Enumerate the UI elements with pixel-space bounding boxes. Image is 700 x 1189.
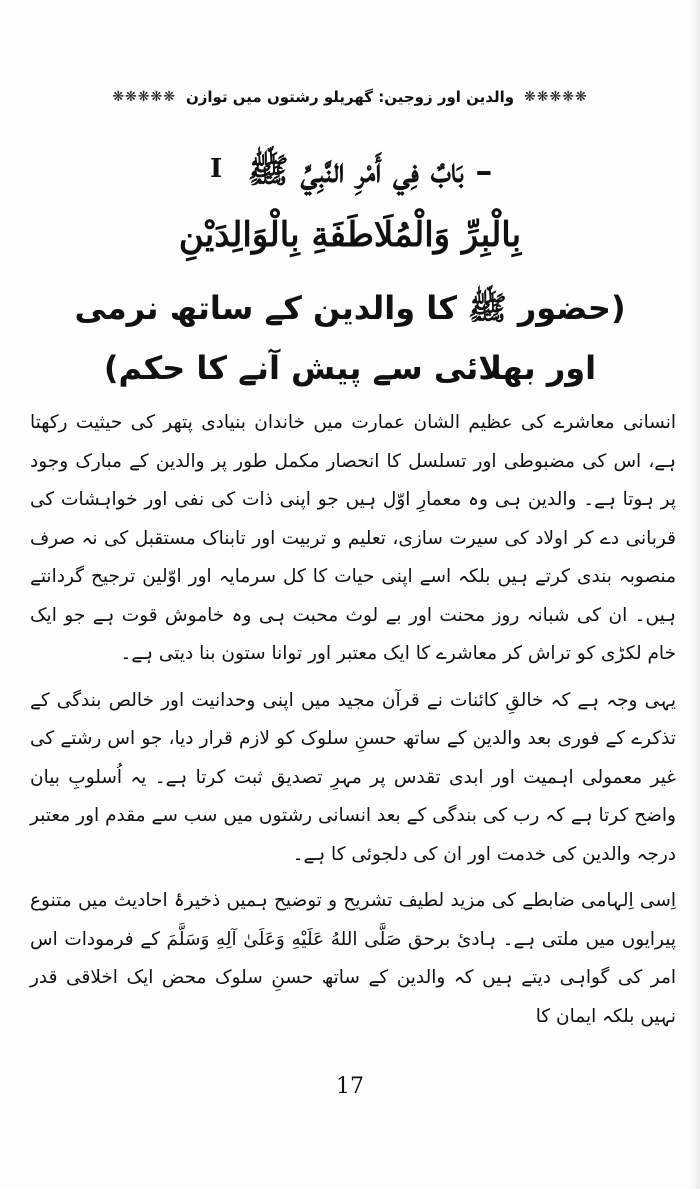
header-ornament-right: ❋❋❋❋❋	[112, 89, 176, 105]
body-text	[30, 404, 676, 1044]
chapter-urdu-title-line-1: (حضور ﷺ کا والدین کے ساتھ نرمی	[74, 289, 626, 327]
page-number: 17	[336, 1074, 364, 1099]
chapter-heading	[30, 140, 670, 398]
chapter-heading-line-1	[30, 140, 670, 202]
running-header-title: والدین اور زوجین: گھریلو رشتوں میں توازن	[185, 88, 515, 106]
chapter-arabic-title-line-1: – بَابٌ فِي أَمْرِ النَّبِيِّ ﷺ	[247, 151, 493, 191]
header-ornament-left: ❋❋❋❋❋	[524, 89, 588, 105]
body-paragraph-1: انسانی معاشرے کی عظیم الشان عمارت میں خاندان بنیادی پتھر کی حیثیت رکھتا ہے، اس کی مضبوطی اور تسلسل کا انحصار مکمل طور پر والدین کے مبارک وجود پر ہوتا ہے۔ والدین ہی وہ معمارِ اوّل ہیں جو اپنی ذات کی نفی اور خواہشات کی قربانی دے کر اولاد کی سیرت سازی، تعلیم و تربیت اور تابناک مستقبل کی نہ صرف منصوبہ بندی کرتے ہیں بلکہ اسے اپنی حیات کا کل سرمایہ اور اوّلین ترجیح گردانتے ہیں۔ ان کی شبانہ روز محنت اور بے لوث محبت ہی وہ خاموش قوت ہے جو ایک خام لکڑی کو تراش کر معاشرے کا ایک معتبر اور توانا ستون بنا دیتی ہے۔	[30, 412, 676, 664]
body-paragraph-2: یہی وجہ ہے کہ خالقِ کائنات نے قرآن مجید میں اپنی وحدانیت اور خالص بندگی کے تذکرے کے فوری بعد والدین کے ساتھ حسنِ سلوک کو لازم قرار دیا، جو اس رشتے کی غیر معمولی اہمیت اور ابدی تقدس پر مہرِ تصدیق ثبت کرتا ہے۔ یہ اُسلوبِ بیان واضح کرتا ہے کہ رب کی بندگی کے بعد انسانی رشتوں میں سب سے مقدم اور معتبر درجہ والدین کی خدمت اور ان کی دلجوئی کا ہے۔	[30, 689, 676, 865]
chapter-urdu-title-line-2: اور بھلائی سے پیش آنے کا حکم)	[103, 349, 597, 387]
chapter-number: I	[210, 154, 223, 184]
chapter-arabic-title-line-2: بِالْبِرِّ وَالْمُلَاطَفَةِ بِالْوَالِدَيْنِ	[178, 215, 522, 255]
page-edge-shadow	[690, 0, 700, 1189]
running-header	[112, 88, 588, 106]
body-paragraph-3: اِسی اِلہامی ضابطے کی مزید لطیف تشریح و توضیح ہمیں ذخیرۂ احادیث میں متنوع پیرایوں میں ملتی ہے۔ ہادیٔ برحق صَلَّى اللهُ عَلَيْهِ وَعَلَىٰ آلِهِ وَسَلَّمَ کے فرمودات اس امر کی گواہی دیتے ہیں کہ والدین کے ساتھ حسنِ سلوک محض ایک اخلاقی قدر نہیں بلکہ ایمان کا	[30, 890, 676, 1027]
